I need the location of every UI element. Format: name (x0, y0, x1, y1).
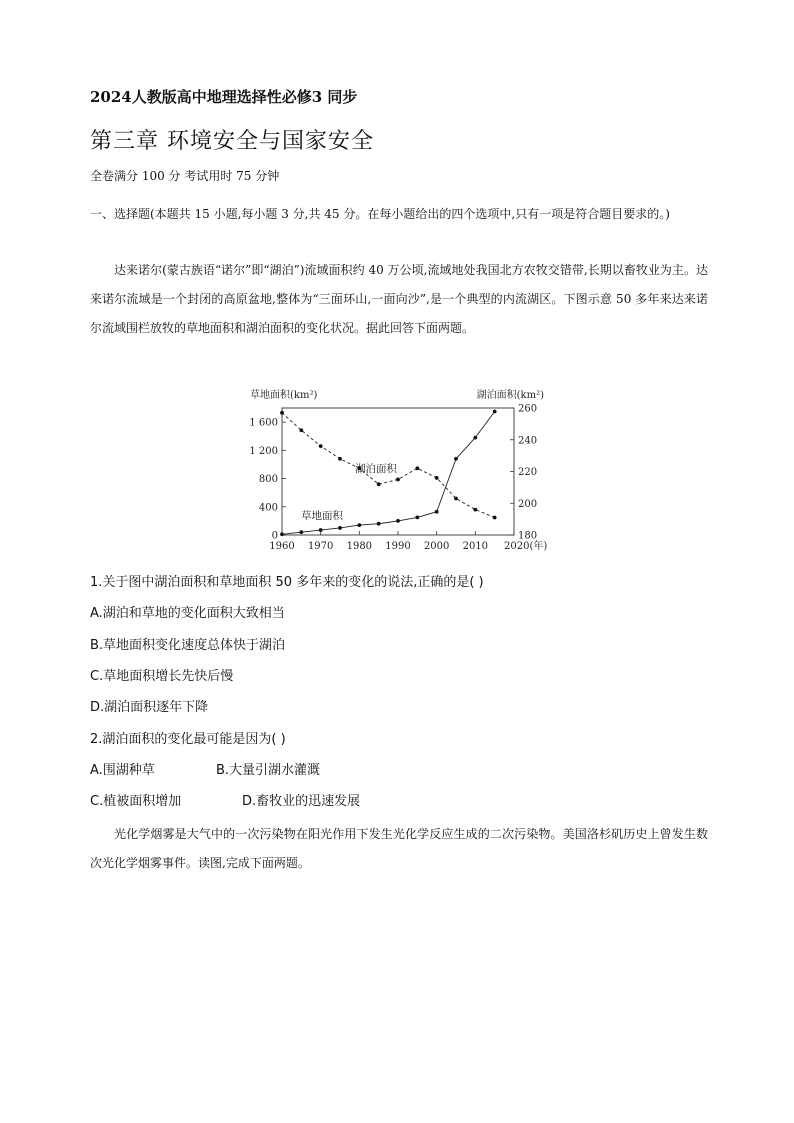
grassland-data-point (280, 532, 284, 536)
reading-passage-2: 光化学烟雾是大气中的一次污染物在阳光作用下发生光化学反应生成的二次污染物。美国洛杉矶历史上曾发生数次光化学烟雾事件。读图,完成下面两题。 (90, 827, 708, 870)
x-tick-label: 1970 (307, 541, 334, 552)
question-2-option-d: D.畜牧业的迅速发展 (242, 794, 361, 809)
question-2-stem: 2.湖泊面积的变化最可能是因为( ) (90, 732, 286, 747)
x-tick-label: 2010 (462, 541, 489, 552)
grassland-data-point (454, 457, 458, 461)
x-tick-label: 1990 (385, 541, 411, 552)
question-2-option-b: B.大量引湖水灌溉 (216, 763, 321, 778)
right-tick-label: 220 (518, 467, 538, 478)
x-tick-label: 2000 (423, 541, 450, 552)
right-axis-title: 湖泊面积(km²) (476, 390, 544, 401)
right-tick-label: 240 (518, 435, 538, 447)
grassland-data-point (415, 515, 419, 519)
grassland-data-point (435, 510, 439, 514)
question-2-option-a: A.围湖种草 (90, 763, 155, 778)
chapter-title: 第三章 环境安全与国家安全 (90, 129, 374, 154)
question-2-option-c: C.植被面积增加 (90, 794, 182, 809)
grassland-data-point (299, 530, 303, 534)
exam-meta: 全卷满分 100 分 考试用时 75 分钟 (90, 169, 280, 183)
question-1-option-b: B.草地面积变化速度总体快于湖泊 (90, 638, 286, 653)
grassland-series-label: 草地面积 (301, 510, 343, 522)
lake-data-point (435, 476, 439, 480)
right-tick-label: 200 (518, 498, 538, 510)
question-1-option-c: C.草地面积增长先快后慢 (90, 669, 234, 684)
lake-data-point (338, 457, 342, 461)
left-tick-label: 400 (258, 502, 278, 514)
x-tick-label: 1980 (346, 541, 373, 552)
reading-passage-1: 达来诺尔(蒙古族语“诺尔”即“湖泊”)流域面积约 40 万公顷,流域地处我国北方农牧交错带,长期以畜牧业为主。达来诺尔流域是一个封闭的高原盆地,整体为“三面环山,一面向沙”,是一个典型的内流湖区。下图示意 50 多年来达来诺尔流域围栏放牧的草地面积和湖泊面积的变化状况。据此回答下面两题。 (90, 263, 708, 335)
grassland-data-point (338, 526, 342, 530)
left-tick-label: 800 (258, 474, 278, 486)
section-heading: 一、选择题(本题共 15 小题,每小题 3 分,共 45 分。在每小题给出的四个选项中,只有一项是符合题目要求的。) (90, 207, 670, 221)
grassland-data-point (319, 528, 323, 532)
lake-data-point (493, 516, 497, 520)
question-1-option-a: A.湖泊和草地的变化面积大致相当 (90, 606, 285, 621)
area-change-chart (244, 386, 554, 561)
lake-data-point (299, 428, 303, 432)
grassland-data-point (377, 522, 381, 526)
left-tick-label: 0 (271, 530, 278, 542)
left-tick-label: 1 200 (249, 445, 278, 457)
series-title: 2024人教版高中地理选择性必修3 同步 (90, 88, 358, 106)
lake-data-point (454, 497, 458, 501)
lake-data-point (377, 482, 381, 486)
left-axis-title: 草地面积(km²) (250, 390, 318, 401)
lake-data-point (473, 508, 477, 512)
lake-series-label: 湖泊面积 (355, 463, 397, 475)
left-tick-label: 1 600 (249, 417, 278, 429)
x-tick-label: 2020(年) (504, 541, 548, 552)
lake-data-point (415, 466, 419, 470)
grassland-data-point (396, 519, 400, 523)
question-1-option-d: D.湖泊面积逐年下降 (90, 700, 209, 715)
lake-data-point (319, 444, 323, 448)
lake-data-point (280, 411, 284, 415)
x-tick-label: 1960 (269, 541, 295, 552)
chart-svg (244, 386, 554, 561)
right-tick-label: 260 (518, 403, 538, 415)
right-tick-label: 180 (518, 530, 538, 542)
grassland-data-point (493, 410, 497, 414)
grassland-data-point (473, 436, 477, 440)
question-1-stem: 1.关于图中湖泊面积和草地面积 50 多年来的变化的说法,正确的是( ) (90, 575, 484, 590)
lake-data-point (396, 478, 400, 482)
grassland-data-point (357, 523, 361, 527)
